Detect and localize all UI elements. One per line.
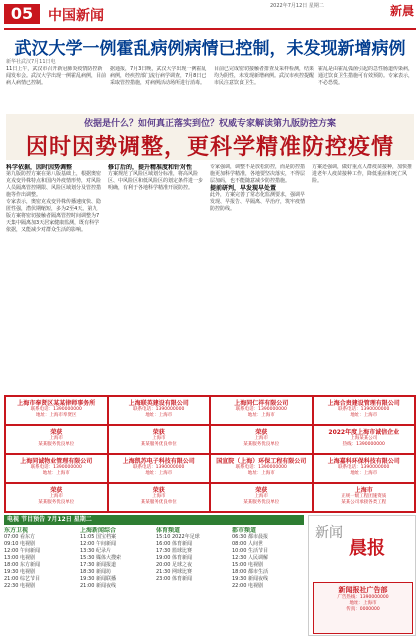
ad-line: 某某公司承接各类工程 <box>341 500 387 505</box>
feature-banner <box>6 114 414 160</box>
tv-program: 09:10 电视剧 <box>4 541 35 547</box>
tv-program: 13:30 纪录片 <box>80 548 111 554</box>
ad-cell <box>313 454 416 483</box>
tv-program: 18:00 东方新闻 <box>4 562 40 568</box>
tv-program: 18:30 新闻坊 <box>80 569 111 575</box>
ad-line: 某某服务优良单位 <box>38 500 75 505</box>
ad-line: 某某服务优良单位 <box>140 500 177 505</box>
tv-program: 10:00 生活节目 <box>232 548 268 554</box>
side-ad <box>313 582 413 634</box>
side-ad-line: 广告热线：1390000000 <box>337 595 389 600</box>
tv-guide-date: 7月12日 星期二 <box>47 516 92 523</box>
tv-program: 15:10 2022年足球 <box>156 534 200 540</box>
story1-col4: 霍乱是由霍乱弧菌引起的急性肠道传染病，通过饮食卫生措施可有效预防。专家表示，不必恐慌。 <box>318 66 414 86</box>
tv-program: 21:30 网球比赛 <box>156 569 192 575</box>
ad-cell <box>210 483 313 512</box>
tv-program: 18:00 都市生活 <box>232 569 268 575</box>
story1-col3: 目前已完成密切接触者排查及采样检测，结果均为阴性，未发现新增病例。武汉市疾控提醒市民注意饮食卫生。 <box>214 66 314 86</box>
tv-program: 22:30 电视剧 <box>4 583 35 589</box>
ad-line: 某某服务优良单位 <box>140 442 177 447</box>
top-rule <box>4 28 416 30</box>
ad-cell <box>108 454 211 483</box>
ad-line: 联系电话：1390000000 <box>30 407 82 412</box>
tv-program: 13:00 电视剧 <box>4 555 35 561</box>
ad-cell <box>5 425 108 454</box>
ad-line: 联系电话：1390000000 <box>133 407 185 412</box>
tv-program: 19:30 新闻联播 <box>80 576 116 582</box>
ad-line: 正规一级工程团施资质 <box>341 494 387 499</box>
side-xinwen: 新闻 <box>315 525 343 541</box>
tv-program: 17:30 新闻报道 <box>80 562 116 568</box>
ad-title: 国宣院（上海）环保工程有限公司 <box>216 458 307 465</box>
tv-program: 19:30 新闻夜线 <box>232 576 268 582</box>
tv-program: 17:30 篮球比赛 <box>156 548 192 554</box>
tv-program: 11:05 国宝档案 <box>80 534 116 540</box>
ad-line: 某某服务优良单位 <box>38 442 75 447</box>
ad-line: 地址：上海市 <box>350 413 378 418</box>
tv-column <box>80 527 152 637</box>
masthead <box>0 0 420 28</box>
feature-col3 <box>210 164 306 392</box>
tv-program: 16:00 体育新闻 <box>156 541 192 547</box>
tv-program: 15:00 电视剧 <box>232 562 263 568</box>
tv-program: 21:00 综艺节目 <box>4 576 40 582</box>
ad-line: 上海市 <box>254 436 268 441</box>
ad-title: 上海联英建设有限公司 <box>128 400 189 407</box>
subhead-early: 提前研判，早发现早处置 <box>210 185 277 192</box>
ad-line: 上海市 <box>49 436 63 441</box>
tv-channel: 东方卫视 <box>4 527 29 534</box>
headline-plan: 因时因势调整，更科学精准防控疫情 <box>25 135 394 160</box>
tv-program: 20:00 足球之夜 <box>156 562 192 568</box>
ad-title: 荣获 <box>152 487 165 494</box>
tv-program: 21:00 新闻夜线 <box>80 583 116 589</box>
ad-title: 荣获 <box>50 429 63 436</box>
ad-line: 联系电话：1390000000 <box>133 465 185 470</box>
tv-column <box>156 527 228 637</box>
feature-para-3: 方案规范了风险区域划分标准，将高风险区、中风险区和低风险区的划定条件进一步明确，有利于各地科学精准开展防控。 <box>108 171 204 191</box>
ad-title: 上海凯苏电子科技有限公司 <box>122 458 195 465</box>
ad-title: 上海同仁祥有限公司 <box>234 400 289 407</box>
feature-col1 <box>6 164 102 392</box>
ad-cell <box>313 425 416 454</box>
ad-cell <box>108 396 211 425</box>
ad-line: 某某服务优良单位 <box>243 442 280 447</box>
ad-line: 地址：上海市 <box>42 471 70 476</box>
tv-program: 06:30 都市晨报 <box>232 534 268 540</box>
side-ad-line: 传真：0000000 <box>346 607 380 612</box>
ad-title: 荣获 <box>50 487 63 494</box>
ad-cell <box>108 483 211 512</box>
tv-column <box>232 527 304 637</box>
ad-line: 上海市 <box>49 494 63 499</box>
ad-title: 上海市奉贤区某某律师事务所 <box>17 400 96 407</box>
tv-channel: 体育频道 <box>156 527 181 534</box>
side-ad-title: 新闻报社广告部 <box>338 586 388 594</box>
ad-title: 2022年度上海市诚信企业 <box>328 429 400 436</box>
ad-line: 联系电话：1390000000 <box>338 407 390 412</box>
newspaper-logo: 新晨 <box>389 4 414 18</box>
tv-program: 12:00 午间新闻 <box>80 541 116 547</box>
side-ad-line: 地址：上海市 <box>349 601 377 606</box>
ad-line: 联系电话：1390000000 <box>235 407 287 412</box>
ad-cell <box>313 396 416 425</box>
ad-cell <box>5 454 108 483</box>
ad-line: 地址：上海市 <box>145 471 173 476</box>
ad-grid <box>4 395 416 513</box>
ad-line: 联系电话：1390000000 <box>235 465 287 470</box>
tv-guide-bar <box>4 515 304 525</box>
tv-program: 12:00 午间新闻 <box>4 548 40 554</box>
ad-cell <box>5 483 108 512</box>
ad-line: 地址：上海市 <box>350 471 378 476</box>
ad-line: 某某服务优良单位 <box>243 500 280 505</box>
kicker-question: 依据是什么？如何真正落实到位？权威专家解读第九版防控方案 <box>83 119 336 129</box>
ad-line: 上海市 <box>152 494 166 499</box>
ad-title: 荣获 <box>152 429 165 436</box>
tv-program: 19:00 体育新闻 <box>156 555 192 561</box>
tv-program: 08:00 人间世 <box>232 541 263 547</box>
feature-col2 <box>108 164 204 392</box>
feature-col4: 方案还强调，做好重点人群疫苗接种，加快推进老年人疫苗接种工作，降低重症和死亡风险。 <box>312 164 413 184</box>
feature-para-4: 专家强调，调整不是放松防控，而是防控措施更加科学精准，各地要坚决落实，不得层层加码，也不能随意减少防控措施。 <box>210 164 306 184</box>
tv-guide-title: 电视 节目预告 <box>7 516 46 523</box>
ad-line: 联系电话：1390000000 <box>338 465 390 470</box>
tv-program: 19:30 电视剧 <box>4 569 35 575</box>
tv-program: 22:00 电视剧 <box>232 583 263 589</box>
tv-program: 23:00 体育新闻 <box>156 576 192 582</box>
byline: 新华社武汉7月11日电 <box>6 59 56 65</box>
ad-cell <box>108 425 211 454</box>
ad-cell <box>210 425 313 454</box>
ad-line: 地址：上海市 <box>247 471 275 476</box>
headline-wuhan: 武汉大学一例霍乱病例病情已控制，未发现新增病例 <box>14 39 406 59</box>
ad-title: 上海同诚物业管理有限公司 <box>20 458 93 465</box>
page-number: 05 <box>4 4 40 24</box>
ad-title: 上海合贵建设管理有限公司 <box>327 400 400 407</box>
ad-cell <box>313 483 416 512</box>
ad-line: 地址：上海市奉贤区 <box>36 413 77 418</box>
tv-column <box>4 527 76 637</box>
ad-title: 荣获 <box>255 429 268 436</box>
tv-channel: 上海新闻综合 <box>80 527 117 534</box>
story1-col2: 据通报，7月3日晚，武汉大学出现一例霍乱病例，经疾控部门流行病学调查，7月8日已采取管控措施，对病例活动场所进行消毒。 <box>110 66 207 86</box>
side-box <box>308 515 416 636</box>
ad-cell <box>210 454 313 483</box>
tv-program: 15:30 媒体大搜索 <box>80 555 121 561</box>
ad-line: 联系电话：1390000000 <box>30 465 82 470</box>
ad-line: 上海市 <box>254 494 268 499</box>
ad-title: 荣获 <box>255 487 268 494</box>
tv-program: 07:00 看东方 <box>4 534 35 540</box>
side-chenbao: 晨报 <box>349 538 385 559</box>
ad-cell <box>210 396 313 425</box>
story1-col1: 11日上午，武汉市召开新冠肺炎疫情防控新闻发布会。武汉大学出现一例霍乱病例，目前病人病情已控制。 <box>6 66 106 86</box>
subhead-revision: 修订后的，提升精准度和针对性 <box>108 164 193 171</box>
subhead-basis: 科学依据，因时因势调整 <box>6 164 73 171</box>
ad-title: 上海市 <box>354 487 373 494</box>
ad-cell <box>5 396 108 425</box>
section-title: 中国新闻 <box>48 8 104 24</box>
ad-line: 上海市 <box>152 436 166 441</box>
feature-para-2: 专家表示，奥密克戎变异株传播速度快、隐匿性强，潜伏期缩短，多为2至4天。第九版方案将密切接触者隔离管控时间调整为7天集中隔离加3天居家健康监测，既有科学依据，又能减少对群众生活的影响。 <box>6 199 102 233</box>
ad-line: 上海某某公司 <box>350 436 378 441</box>
ad-line: 地址：上海市 <box>145 413 173 418</box>
ad-title: 上海嘉科环保科技有限公司 <box>327 458 400 465</box>
feature-para-1: 第九版防控方案在第八版基础上，根据奥密克戎变异株特点和国内外疫情形势，对风险人员隔离管控期限、风险区域划分及管控措施等作出调整。 <box>6 171 102 198</box>
ad-line: 地址：上海市 <box>247 413 275 418</box>
tv-program: 12:30 人民调解 <box>232 555 268 561</box>
tv-channel: 都市频道 <box>232 527 257 534</box>
ad-line: 热线：1390000000 <box>342 442 385 447</box>
issue-date: 2022年7月12日 星期二 <box>270 3 324 9</box>
feature-para-5: 此外，方案完善了常态化监测要求，强调早发现、早报告、早隔离、早治疗，筑牢疫情防控防线。 <box>210 192 306 212</box>
